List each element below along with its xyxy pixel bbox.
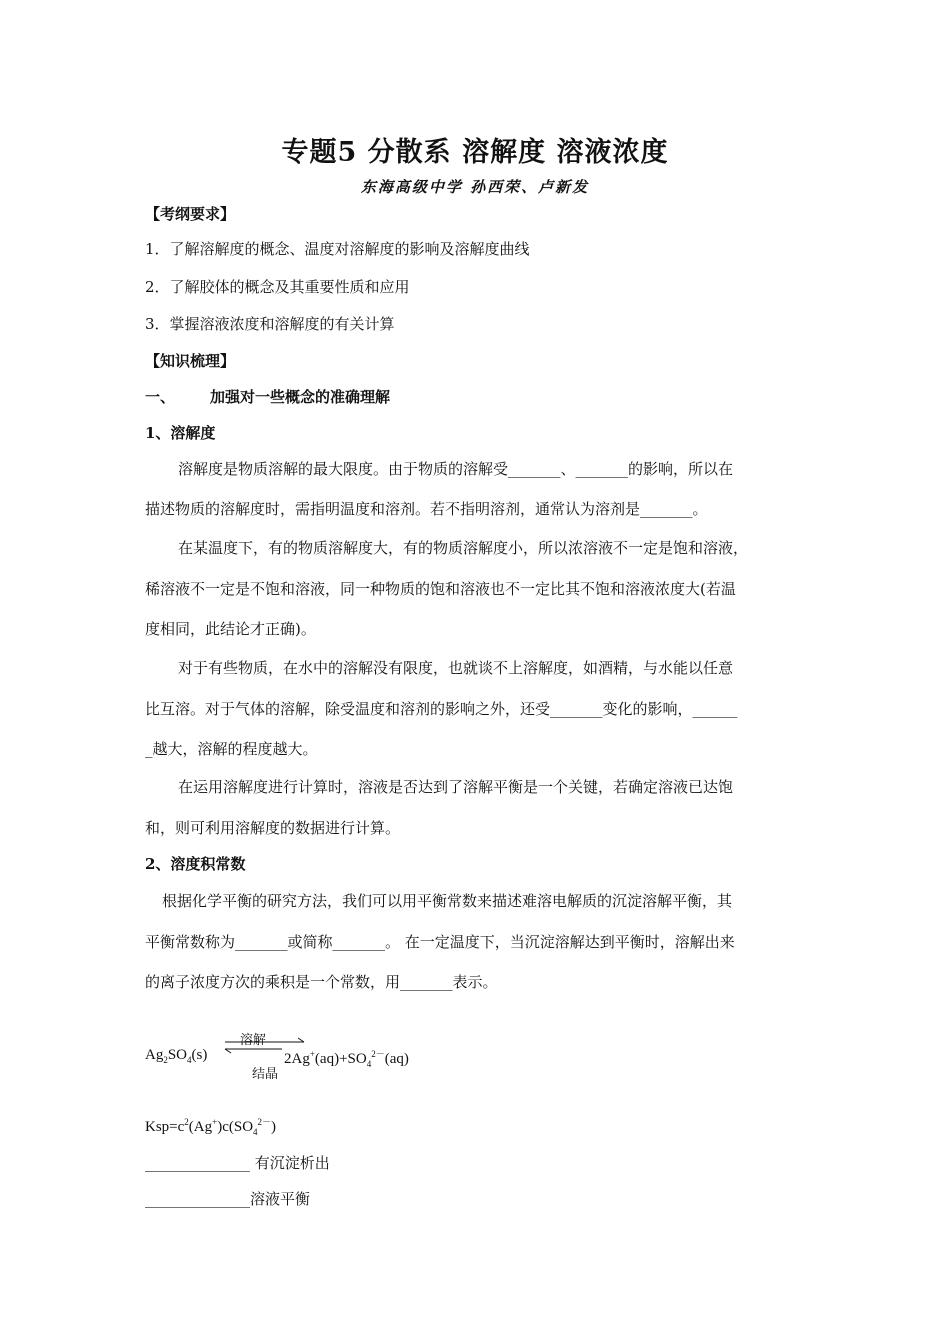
paragraph-line: 度相同，此结论才正确)。: [145, 620, 316, 638]
arrow-label-dissolve: 溶解: [240, 1033, 267, 1048]
arrow-label-crystallize: 结晶: [252, 1067, 279, 1082]
paragraph-line: 根据化学平衡的研究方法，我们可以用平衡常数来描述难溶电解质的沉淀溶解平衡，其: [162, 892, 733, 910]
paragraph-line: 在某温度下，有的物质溶解度大，有的物质溶解度小，所以浓溶液不一定是饱和溶液，: [178, 539, 749, 557]
requirement-2: 2．了解胶体的概念及其重要性质和应用: [145, 278, 410, 296]
subheading-ksp: 2、溶度积常数: [145, 855, 246, 873]
paragraph-line: 平衡常数称为_______或简称_______。 在一定温度下，当沉淀溶解达到平衡时，溶解出来: [145, 933, 735, 951]
paragraph-line: 比互溶。对于气体的溶解，除受温度和溶剂的影响之外，还受_______变化的影响，______: [145, 700, 738, 718]
paragraph-line: _越大，溶解的程度越大。: [145, 740, 318, 758]
equation-lhs: $Ag_2SO_4(s)$: [145, 1047, 208, 1065]
paragraph-line: 的离子浓度方次的乘积是一个常数，用_______表示。: [145, 973, 498, 991]
requirement-3: 3．掌握溶液浓度和溶解度的有关计算: [145, 315, 395, 333]
subheading-solubility: 1、溶解度: [145, 424, 216, 442]
requirement-1: 1．了解溶解度的概念、温度对溶解度的影响及溶解度曲线: [145, 240, 530, 258]
paragraph-line: 在运用溶解度进行计算时，溶液是否达到了溶解平衡是一个关键，若确定溶液已达饱: [178, 778, 734, 796]
blank-line-equilibrium: ______________溶液平衡: [145, 1190, 311, 1208]
part1-title: 加强对一些概念的准确理解: [210, 388, 391, 406]
paragraph-line: 对于有些物质，在水中的溶解没有限度，也就谈不上溶解度，如酒精，与水能以任意: [178, 659, 734, 677]
paragraph-line: 描述物质的溶解度时，需指明温度和溶剂。若不指明溶剂，通常认为溶剂是_______。: [145, 500, 708, 518]
part1-number: 一、: [145, 388, 176, 406]
page-title: 专题5 分散系 溶解度 溶液浓度: [281, 137, 669, 168]
knowledge-heading: 【知识梳理】: [145, 352, 236, 370]
paragraph-line: 和，则可利用溶解度的数据进行计算。: [145, 819, 401, 837]
paragraph-line: 稀溶液不一定是不饱和溶液，同一种物质的饱和溶液也不一定比其不饱和溶液浓度大(若温: [145, 580, 736, 598]
paragraph-line: 溶解度是物质溶解的最大限度。由于物质的溶解受_______、_______的影响，所以在: [178, 460, 734, 478]
equation-rhs: $2Ag^+(aq)+SO_4^{2-}(aq)$: [284, 1049, 409, 1069]
requirements-heading: 【考纲要求】: [145, 205, 236, 223]
blank-line-precipitate: ______________ 有沉淀析出: [145, 1154, 330, 1172]
authors: 东海高级中学 孙西荣、卢新发: [360, 178, 590, 196]
ksp-expression: $Ksp=c^2(Ag^+)c(SO_4^{2-})$: [145, 1117, 277, 1137]
